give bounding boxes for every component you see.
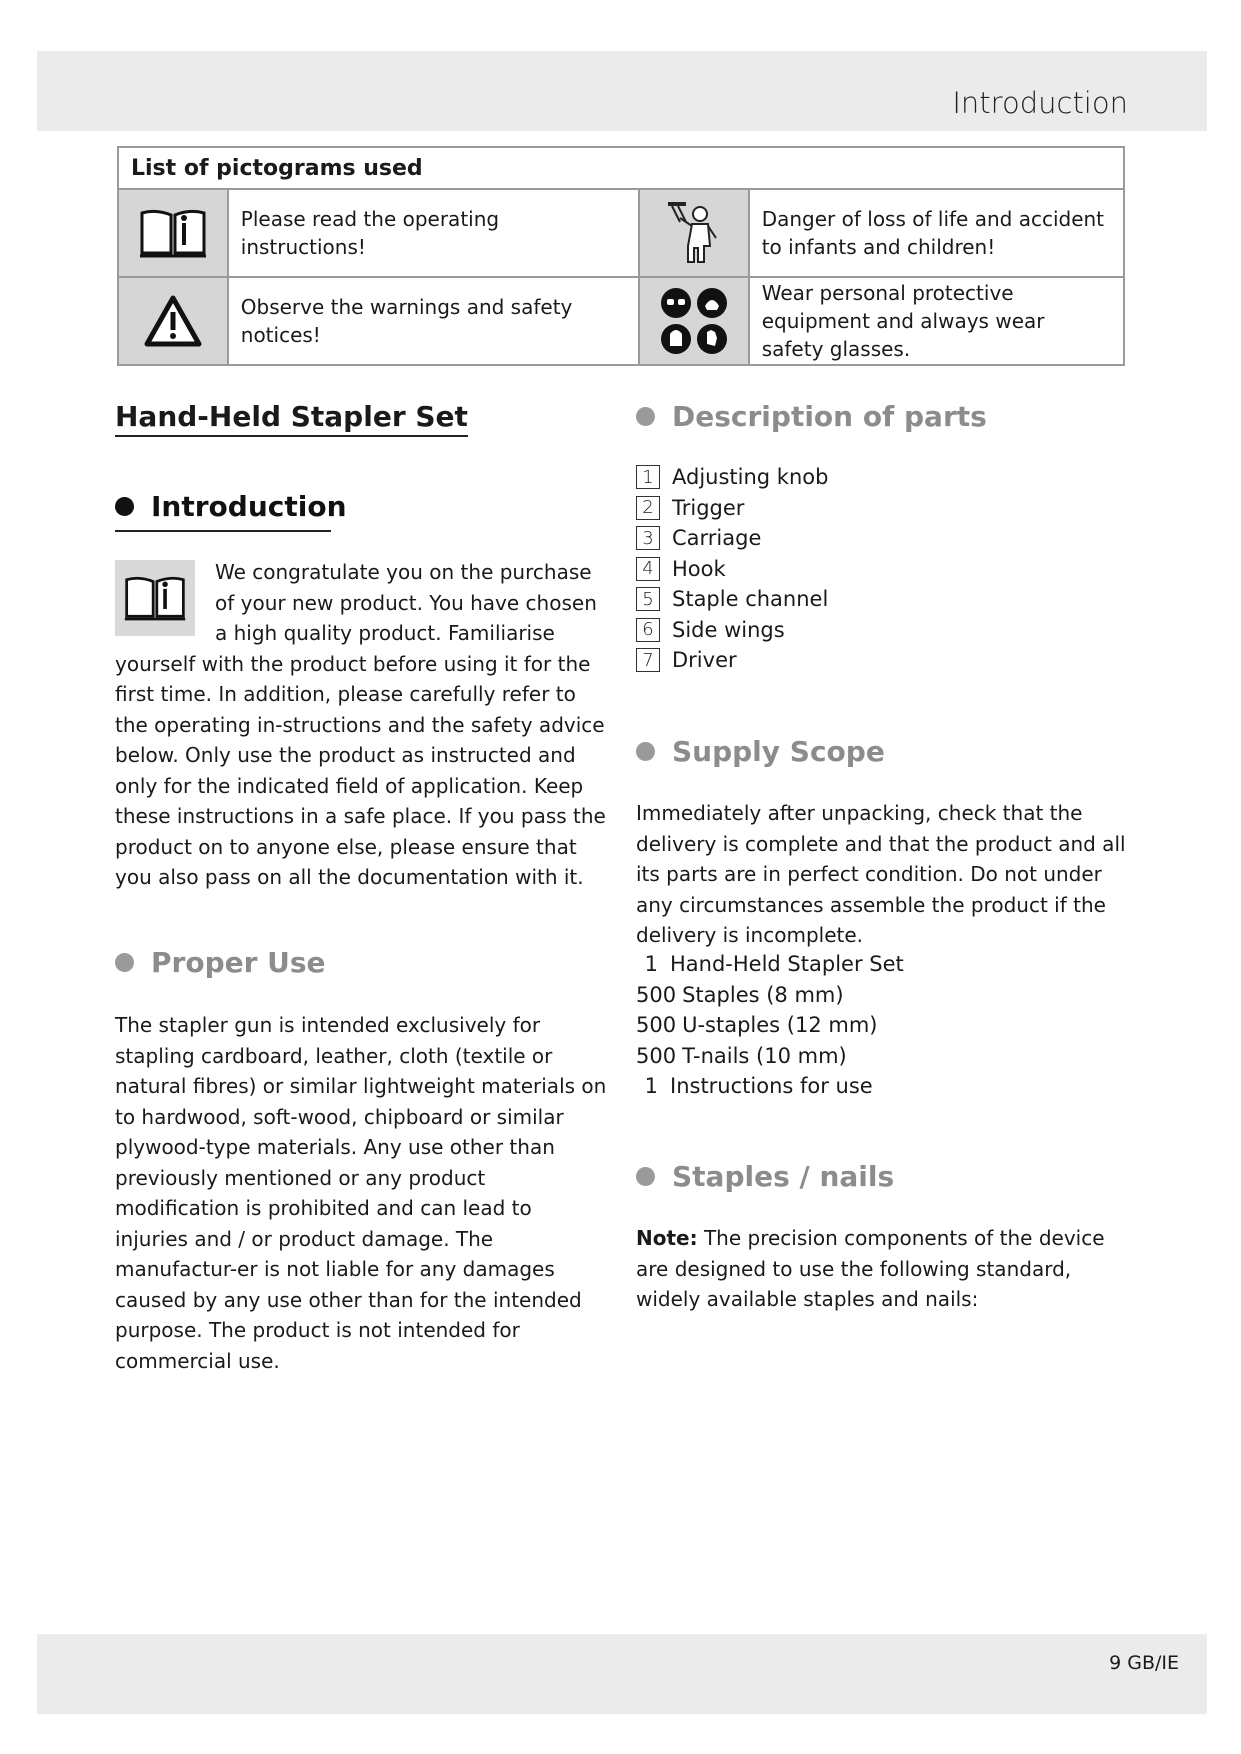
item-label: Staples (8 mm) <box>682 982 844 1007</box>
part-number: 4 <box>636 557 660 581</box>
part-number: 1 <box>636 465 660 489</box>
warning-triangle-icon <box>119 278 229 364</box>
part-number: 7 <box>636 648 660 672</box>
part-label: Driver <box>672 648 737 673</box>
part-number: 6 <box>636 618 660 642</box>
pictogram-table <box>117 146 1125 366</box>
product-title: Hand-Held Stapler Set <box>115 400 468 437</box>
proper-use-heading <box>115 946 326 979</box>
footer-band <box>37 1634 1207 1714</box>
part-label: Trigger <box>672 495 745 520</box>
bullet-icon <box>115 497 134 516</box>
item-label: Hand-Held Stapler Set <box>670 952 904 976</box>
protective-equipment-icon <box>640 278 750 364</box>
child-danger-icon <box>640 190 750 276</box>
supply-scope-heading-text: Supply Scope <box>672 735 885 768</box>
introduction-heading <box>115 490 347 523</box>
staples-nails-note <box>636 1223 1131 1315</box>
list-item <box>636 615 828 646</box>
note-text: The precision components of the device are designed to use the following standard, widely available staples and nails: <box>636 1226 1105 1311</box>
page-header-title: Introduction <box>952 86 1128 120</box>
pictogram-text: Please read the operating instructions! <box>229 190 640 276</box>
staples-nails-heading-text: Staples / nails <box>672 1160 895 1193</box>
introduction-underline <box>115 530 331 532</box>
part-label: Staple channel <box>672 587 829 612</box>
description-of-parts-heading-text: Description of parts <box>672 400 987 433</box>
part-number: 5 <box>636 587 660 611</box>
pictogram-text: Wear personal protective equipment and always wear safety glasses. <box>761 281 1045 361</box>
part-label: Carriage <box>672 526 762 551</box>
item-label: T-nails (10 mm) <box>682 1043 847 1068</box>
list-item <box>636 523 828 554</box>
list-item <box>636 493 828 524</box>
item-label: U-staples (12 mm) <box>682 1013 878 1037</box>
supply-scope-heading <box>636 735 885 768</box>
info-book-icon <box>119 190 229 276</box>
pictogram-row <box>119 278 1123 364</box>
item-label: Instructions for use <box>670 1074 873 1098</box>
list-item <box>636 584 828 615</box>
staples-nails-heading <box>636 1160 894 1193</box>
introduction-heading-text: Introduction <box>151 490 347 523</box>
part-label: Adjusting knob <box>672 465 829 490</box>
bullet-icon <box>636 742 655 761</box>
list-item <box>636 1010 904 1041</box>
item-quantity: 1 <box>644 1074 658 1098</box>
list-item <box>636 462 828 493</box>
proper-use-heading-text: Proper Use <box>151 946 326 979</box>
supply-scope-text: Immediately after unpacking, check that the delivery is complete and that the product and all its parts are in perfect condition. Do not under any circumstances assemble the product if the delivery is incomplete. <box>636 801 1126 947</box>
introduction-text: We congratulate you on the purchase of your new product. You have chosen a high quality product. Familiarise yourself with the product before using it for the first time. In addition, please carefully refer to the operating in-structions and the safety advice below. Only use the product as instructed and only for the indicated field of application. Keep these instructions in a safe place. If you pass the product on to anyone else, please ensure that you also pass on all the documentation with it. <box>115 560 606 889</box>
part-label: Side wings <box>672 617 785 642</box>
note-label: Note: <box>636 1226 698 1250</box>
list-item <box>636 645 828 676</box>
bullet-icon <box>636 1167 655 1186</box>
info-book-icon <box>115 560 195 636</box>
parts-list <box>636 462 828 676</box>
bullet-icon <box>115 953 134 972</box>
item-quantity: 500 <box>636 1013 677 1037</box>
description-of-parts-heading <box>636 400 987 433</box>
part-number: 2 <box>636 496 660 520</box>
pictogram-text: Observe the warnings and safety notices! <box>229 278 640 364</box>
list-item <box>636 949 904 980</box>
list-item <box>636 980 904 1011</box>
pictogram-row <box>119 190 1123 278</box>
part-label: Hook <box>672 556 726 581</box>
pictogram-table-heading: List of pictograms used <box>119 148 1123 190</box>
supply-scope-list <box>636 949 904 1102</box>
item-quantity: 500 <box>636 1043 677 1068</box>
list-item <box>636 554 828 585</box>
part-number: 3 <box>636 526 660 550</box>
bullet-icon <box>636 407 655 426</box>
introduction-text-block <box>115 557 610 893</box>
item-quantity: 1 <box>644 952 658 976</box>
list-item <box>636 1071 904 1102</box>
proper-use-text: The stapler gun is intended exclusively for stapling cardboard, leather, cloth (textile or natural fibres) or similar lightweight materials on to hardwood, soft-wood, chipboard or similar plywood-type materials. Any use other than previously mentioned or any product modification is prohibited and can lead to injuries and / or product damage. The manufactur-er is not liable for any damages caused by any use other than for the intended purpose. The product is not intended for commercial use. <box>115 1013 607 1373</box>
item-quantity: 500 <box>636 982 677 1007</box>
pictogram-text: Danger of loss of life and accident to infants and children! <box>761 207 1105 259</box>
list-item <box>636 1041 904 1072</box>
page-number: 9 GB/IE <box>1109 1652 1179 1674</box>
